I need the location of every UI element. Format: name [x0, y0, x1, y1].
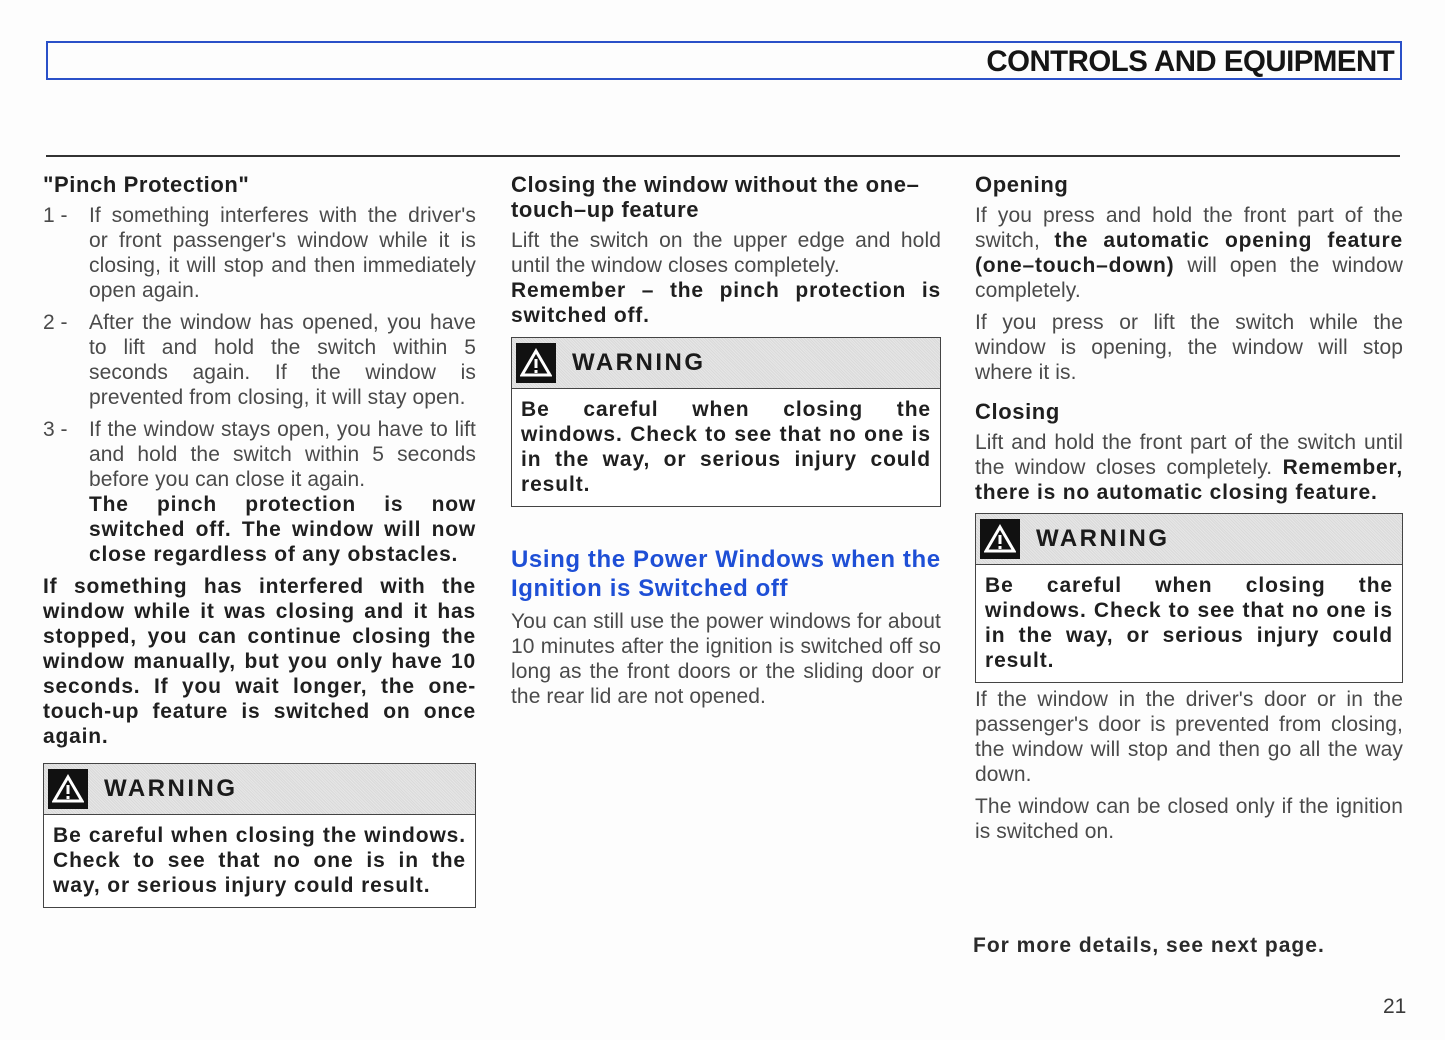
opening-bold: the automatic opening feature (one–touch–down) [975, 229, 1403, 277]
column-3 [975, 172, 1403, 851]
warning-triangle-icon [48, 769, 88, 809]
after-warning-paragraph-1: If the window in the driver's door or in the passenger's door is prevented from closing, the window will stop and then go all the way down. [975, 688, 1403, 786]
list-item [43, 310, 476, 410]
closing-text: Lift and hold the front part of the switch until the window closes completely. [975, 431, 1403, 479]
closing-without-heading: Closing the window without the one–touch–up feature [511, 172, 920, 222]
pinch-protection-heading: "Pinch Protection" [43, 172, 250, 197]
opening-heading: Opening [975, 172, 1069, 197]
list-text: If the window stays open, you have to lift and hold the switch within 5 seconds before you can close it again. [89, 418, 476, 491]
closing-bold: Remember, there is no automatic closing feature. [975, 456, 1403, 504]
list-text: If something interferes with the driver's or front passenger's window while it is closing, it will stop and then immediately open again. [89, 204, 476, 302]
section-title: CONTROLS AND EQUIPMENT [986, 45, 1394, 78]
warning-header [44, 764, 475, 815]
warning-header [512, 338, 940, 389]
opening-text-end: will open the window completely. [975, 254, 1403, 302]
closing-without-bold: Remember – the pinch protection is switched off. [511, 279, 941, 327]
column-2 [511, 172, 941, 716]
opening-paragraph-1 [975, 203, 1403, 303]
power-windows-ignition-text: You can still use the power windows for about 10 minutes after the ignition is switched off so long as the front doors or the sliding door or the rear lid are not opened. [511, 610, 941, 708]
closing-without-text: Lift the switch on the upper edge and hold until the window closes completely. [511, 229, 941, 277]
warning-triangle-icon [516, 343, 556, 383]
power-windows-ignition-heading: Using the Power Windows when the Ignition is Switched off [511, 546, 941, 602]
section-header [46, 41, 1402, 80]
warning-text: Be careful when closing the windows. Check to see that no one is in the way, or serious injury could result. [985, 574, 1393, 672]
list-number: 2 - [43, 311, 68, 334]
continued-note: For more details, see next page. [973, 934, 1325, 957]
manual-closing-note: If something has interfered with the window while it was closing and it has stopped, you can continue closing the window manually, but you only have 10 seconds. If you wait longer, the one-touch-up feature is switched on once again. [43, 575, 476, 748]
warning-text: Be careful when closing the windows. Check to see that no one is in the way, or serious injury could result. [521, 398, 931, 496]
warning-box [975, 513, 1403, 683]
opening-paragraph-2: If you press or lift the switch while the window is opening, the window will stop where it is. [975, 311, 1403, 384]
list-bold-text: The pinch protection is now switched off. The window will now close regardless of any obstacles. [89, 493, 476, 566]
closing-paragraph [975, 430, 1403, 505]
opening-text: If you press and hold the front part of the switch, [975, 204, 1403, 252]
list-text: After the window has opened, you have to lift and hold the switch within 5 seconds again. If the window is prevented from closing, it will stay open. [89, 311, 476, 409]
warning-label: WARNING [572, 349, 706, 376]
list-item [43, 417, 476, 567]
list-number: 1 - [43, 204, 68, 227]
warning-box [511, 337, 941, 507]
warning-triangle-icon [980, 519, 1020, 559]
column-1 [43, 172, 476, 908]
warning-text: Be careful when closing the windows. Check to see that no one is in the way, or serious injury could result. [53, 824, 466, 897]
warning-label: WARNING [104, 775, 238, 802]
list-item [43, 203, 476, 303]
after-warning-paragraph-2: The window can be closed only if the ignition is switched on. [975, 795, 1403, 843]
warning-label: WARNING [1036, 525, 1170, 552]
warning-header [976, 514, 1402, 565]
page-number: 21 [1383, 995, 1407, 1018]
divider [46, 155, 1400, 157]
list-number: 3 - [43, 418, 68, 441]
warning-box [43, 763, 476, 908]
closing-heading: Closing [975, 399, 1060, 424]
